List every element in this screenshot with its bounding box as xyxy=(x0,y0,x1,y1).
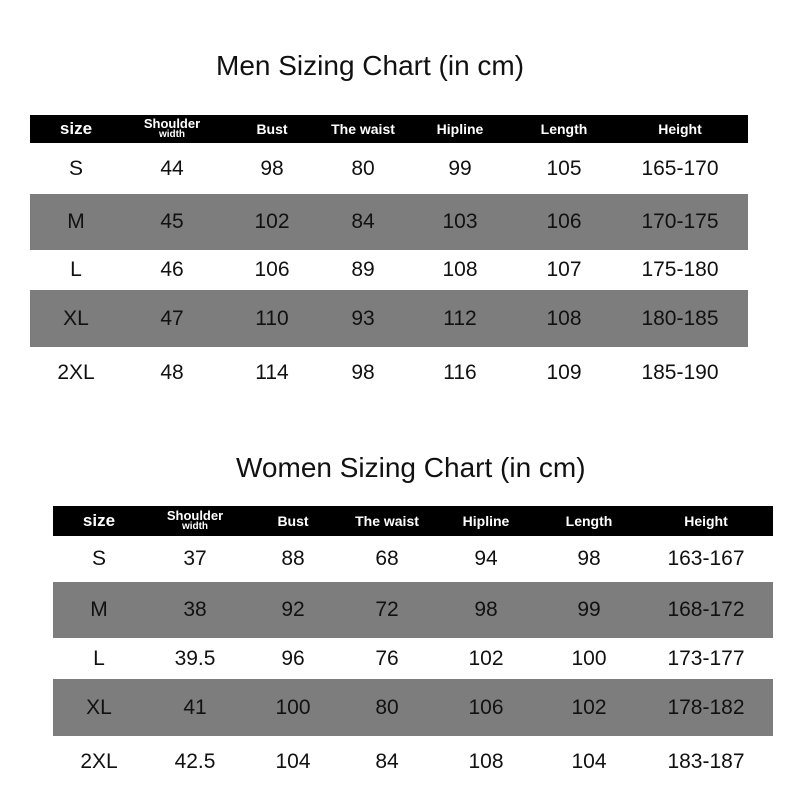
cell-size: 2XL xyxy=(57,361,95,384)
cell-waist: 93 xyxy=(351,306,375,330)
header-shoulder-label: Shoulder xyxy=(166,508,224,523)
cell-bust: 96 xyxy=(281,646,305,670)
cell-size: 2XL xyxy=(80,750,118,773)
cell-shoulder: 37 xyxy=(183,547,207,570)
table-row xyxy=(30,194,748,250)
table-row xyxy=(53,536,773,582)
cell-height: 173-177 xyxy=(667,646,745,670)
cell-hipline: 106 xyxy=(468,695,504,719)
cell-length: 99 xyxy=(577,598,601,621)
cell-bust: 92 xyxy=(281,598,305,621)
cell-shoulder: 47 xyxy=(160,306,184,330)
header-length: Length xyxy=(540,121,588,137)
cell-bust: 102 xyxy=(254,210,290,233)
cell-hipline: 108 xyxy=(442,258,478,281)
cell-waist: 72 xyxy=(375,598,399,621)
cell-shoulder: 44 xyxy=(160,156,184,180)
women-size-table xyxy=(53,506,773,788)
cell-shoulder: 41 xyxy=(183,695,207,719)
table-row xyxy=(53,582,773,638)
cell-size: XL xyxy=(86,695,112,719)
cell-waist: 80 xyxy=(351,156,375,180)
header-waist: The waist xyxy=(331,121,395,137)
cell-bust: 114 xyxy=(255,361,289,384)
cell-shoulder: 39.5 xyxy=(174,646,216,670)
cell-hipline: 94 xyxy=(474,547,498,570)
cell-waist: 76 xyxy=(375,646,399,670)
cell-size: M xyxy=(67,210,85,233)
men-size-table xyxy=(30,115,748,399)
cell-height: 180-185 xyxy=(641,306,719,330)
cell-hipline: 116 xyxy=(443,361,477,384)
cell-bust: 100 xyxy=(275,695,311,719)
header-length: Length xyxy=(565,513,613,529)
cell-length: 98 xyxy=(577,547,601,570)
header-bust: Bust xyxy=(277,513,309,529)
header-width-label: width xyxy=(181,521,209,532)
cell-size: XL xyxy=(63,306,89,330)
women-chart-title: Women Sizing Chart (in cm) xyxy=(236,452,586,483)
cell-height: 183-187 xyxy=(667,750,745,773)
cell-height: 165-170 xyxy=(641,156,719,180)
header-size: size xyxy=(59,119,93,138)
header-waist: The waist xyxy=(355,513,419,529)
men-chart-title: Men Sizing Chart (in cm) xyxy=(216,50,525,81)
table-row xyxy=(30,290,748,347)
cell-waist: 89 xyxy=(351,258,375,281)
cell-size: L xyxy=(70,258,82,281)
table-row xyxy=(53,638,773,679)
cell-length: 102 xyxy=(571,695,607,719)
table-row xyxy=(30,347,748,399)
table-row xyxy=(53,736,773,788)
cell-length: 104 xyxy=(571,750,607,773)
men-table-header xyxy=(30,115,748,143)
cell-bust: 106 xyxy=(254,258,290,281)
women-table-header xyxy=(53,506,773,536)
cell-waist: 80 xyxy=(375,695,399,719)
header-size: size xyxy=(82,511,116,530)
cell-shoulder: 46 xyxy=(160,258,184,281)
cell-hipline: 103 xyxy=(442,210,478,233)
cell-length: 105 xyxy=(546,156,582,180)
cell-hipline: 108 xyxy=(468,750,504,773)
header-hipline: Hipline xyxy=(436,121,484,137)
cell-size: M xyxy=(90,598,108,621)
table-row xyxy=(30,143,748,194)
header-height: Height xyxy=(684,513,728,529)
cell-shoulder: 48 xyxy=(160,361,184,384)
cell-hipline: 99 xyxy=(448,156,472,180)
cell-length: 106 xyxy=(546,210,582,233)
header-shoulder-width xyxy=(145,506,245,536)
cell-size: L xyxy=(93,646,105,670)
table-row xyxy=(53,679,773,736)
header-height: Height xyxy=(658,121,702,137)
cell-shoulder: 45 xyxy=(160,210,184,233)
cell-shoulder: 42.5 xyxy=(174,750,216,773)
cell-bust: 110 xyxy=(255,306,289,330)
cell-bust: 88 xyxy=(281,547,305,570)
cell-hipline: 112 xyxy=(443,306,477,330)
header-shoulder-width xyxy=(122,115,222,143)
cell-height: 163-167 xyxy=(667,547,745,570)
cell-waist: 98 xyxy=(351,361,375,384)
cell-bust: 104 xyxy=(275,750,311,773)
cell-waist: 68 xyxy=(375,547,399,570)
header-bust: Bust xyxy=(256,121,288,137)
cell-bust: 98 xyxy=(260,156,284,180)
cell-height: 170-175 xyxy=(641,210,719,233)
cell-waist: 84 xyxy=(351,210,375,233)
cell-length: 109 xyxy=(546,361,582,384)
header-shoulder-label: Shoulder xyxy=(143,116,201,131)
cell-shoulder: 38 xyxy=(183,598,207,621)
cell-height: 185-190 xyxy=(641,361,719,384)
cell-length: 107 xyxy=(546,258,582,281)
cell-height: 175-180 xyxy=(641,258,719,281)
cell-length: 100 xyxy=(571,646,607,670)
header-width-label: width xyxy=(158,129,186,140)
cell-size: S xyxy=(91,547,106,570)
cell-size: S xyxy=(68,156,83,180)
header-hipline: Hipline xyxy=(462,513,510,529)
cell-height: 168-172 xyxy=(667,598,745,621)
cell-waist: 84 xyxy=(375,750,399,773)
table-row xyxy=(30,250,748,290)
cell-length: 108 xyxy=(546,306,582,330)
cell-hipline: 102 xyxy=(468,646,504,670)
cell-hipline: 98 xyxy=(474,598,498,621)
cell-height: 178-182 xyxy=(667,695,745,719)
